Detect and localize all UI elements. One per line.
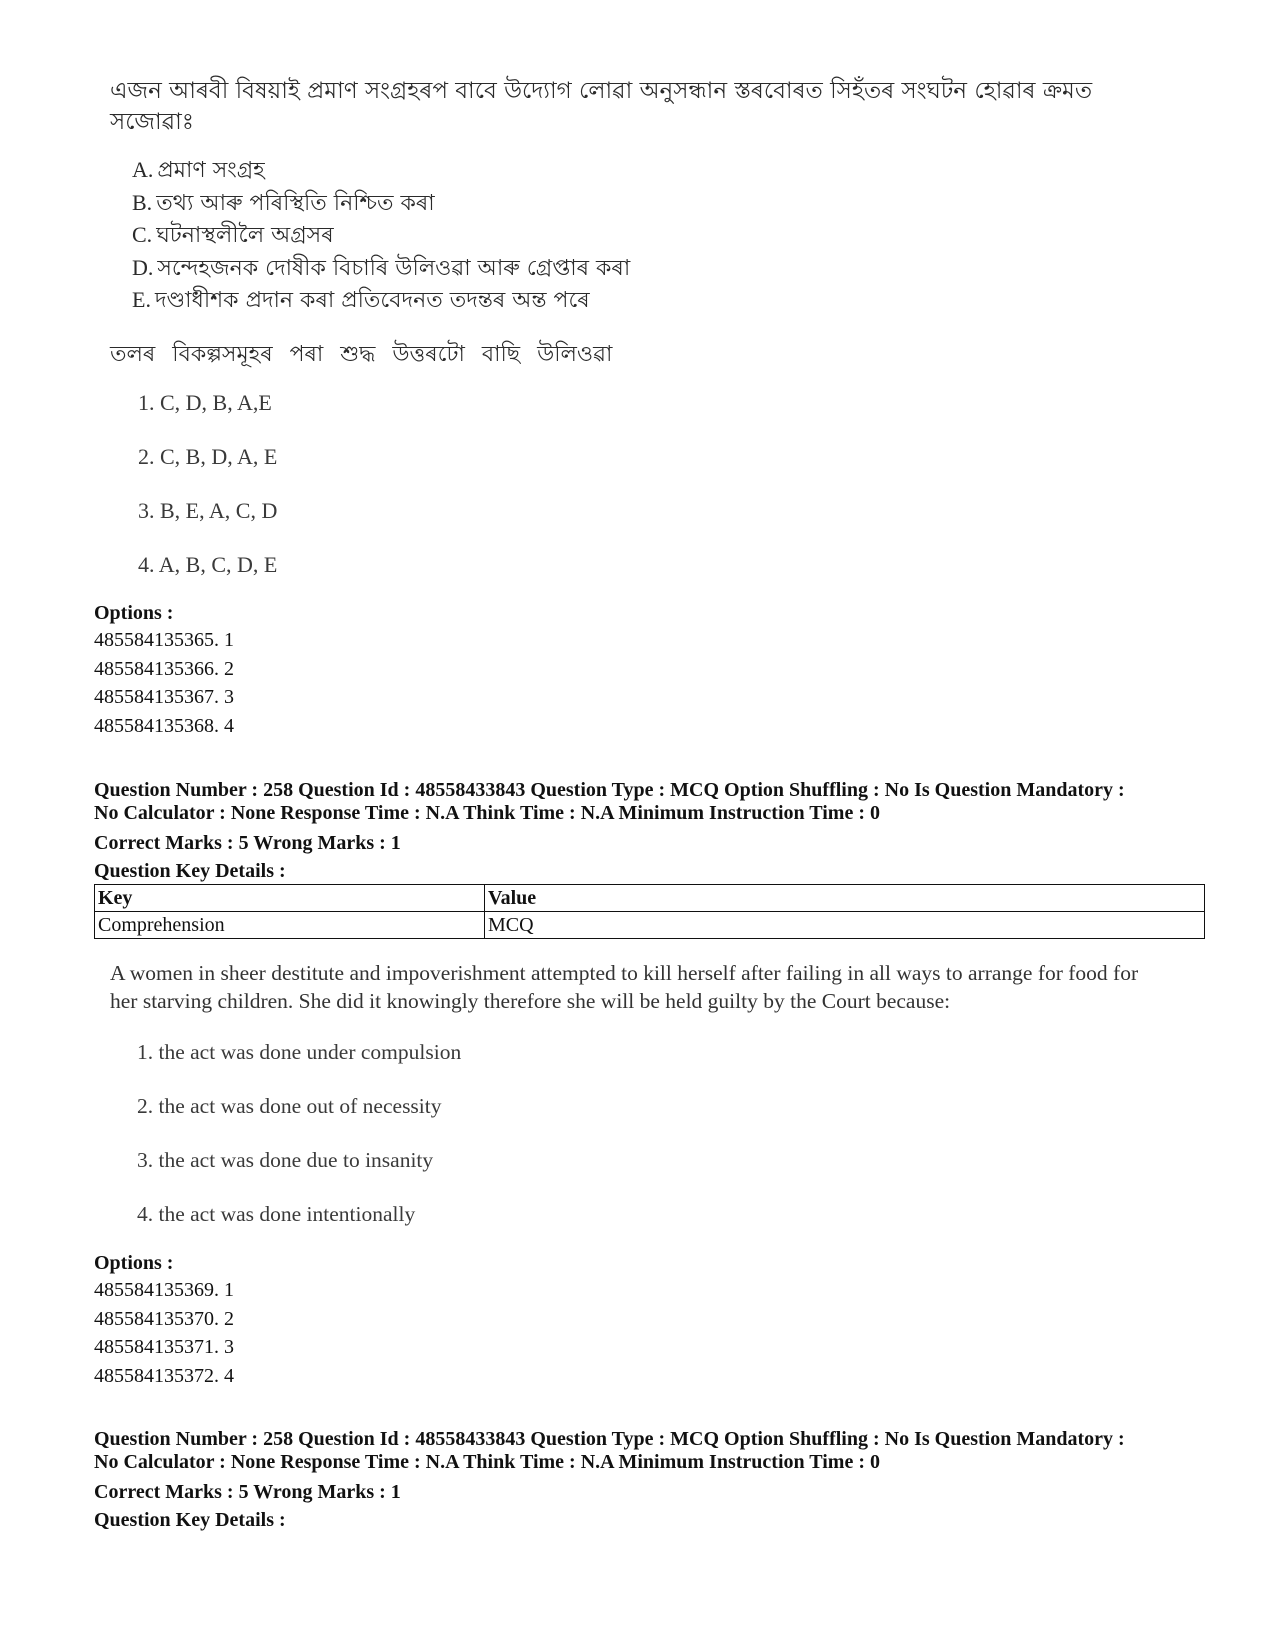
- question-meta: [94, 1428, 1204, 1534]
- answer-choice: 1. C, D, B, A,E: [138, 389, 272, 415]
- statement-item: A. প্ৰমাণ সংগ্ৰহ: [132, 157, 265, 183]
- statement-item: C. ঘটনাস্থলীলৈ অগ্ৰসৰ: [132, 222, 334, 248]
- table-header: Key: [95, 885, 485, 912]
- table-cell: Comprehension: [95, 912, 485, 939]
- statement-item: E. দণ্ডাধীশক প্ৰদান কৰা প্ৰতিবেদনত তদন্তৰ অন্ত পৰে: [132, 287, 590, 313]
- option-row: 485584135366. 2: [94, 657, 234, 680]
- options-title: Options :: [94, 1252, 174, 1274]
- statement-list: [132, 154, 1110, 317]
- option-row: 485584135368. 4: [94, 714, 234, 737]
- option-row: 485584135370. 2: [94, 1307, 234, 1330]
- question-stem: A women in sheer destitute and impoverishment attempted to kill herself after failing in all ways to arrange for food for her starving children. She did it knowingly therefore she will be held guilty by the Court because:: [110, 961, 1139, 1013]
- options-block: [94, 1250, 1204, 1390]
- statement-item: B. তথ্য আৰু পৰিস্থিতি নিশ্চিত কৰা: [132, 189, 435, 216]
- key-details-title: Question Key Details :: [94, 1509, 286, 1531]
- answer-choice: 4. A, B, C, D, E: [138, 551, 278, 577]
- option-row: 485584135367. 3: [94, 686, 234, 708]
- question-image-english: [110, 959, 1150, 1253]
- option-row: 485584135371. 3: [94, 1336, 234, 1358]
- table-header-row: [95, 885, 1205, 912]
- marks-line: Correct Marks : 5 Wrong Marks : 1: [94, 832, 401, 854]
- answer-choice: 2. the act was done out of necessity: [137, 1094, 442, 1118]
- table-row: [95, 912, 1205, 939]
- instruction-text: তলৰ বিকল্পসমূহৰ পৰা শুদ্ধ উত্তৰটো বাছি উলিওৱা: [110, 341, 613, 367]
- answer-choice-list: [138, 388, 1110, 604]
- option-row: 485584135365. 1: [94, 629, 234, 651]
- table-cell: MCQ: [485, 912, 1205, 939]
- key-details-title: Question Key Details :: [94, 860, 286, 882]
- answer-choice-list: [137, 1037, 1150, 1253]
- meta-line: Question Number : 258 Question Id : 48558433843 Question Type : MCQ Option Shuffling : No Is Question Mandatory :: [94, 1428, 1125, 1450]
- key-details-table: [94, 884, 1205, 939]
- marks-line: Correct Marks : 5 Wrong Marks : 1: [94, 1481, 401, 1503]
- option-row: 485584135369. 1: [94, 1279, 234, 1301]
- question-image-assamese: [110, 76, 1110, 604]
- answer-choice: 4. the act was done intentionally: [137, 1202, 416, 1226]
- meta-line: No Calculator : None Response Time : N.A Think Time : N.A Minimum Instruction Time : 0: [94, 1451, 880, 1473]
- question-stem: এজন আৰবী বিষয়াই প্ৰমাণ সংগ্ৰহৰপ বাবে উদ্যোগ লোৱা অনুসন্ধান স্তৰবোৰত সিহঁতৰ সংঘটন হোৱাৰ ক্ৰমত সজোৱাঃ: [110, 78, 1093, 135]
- option-row: 485584135372. 4: [94, 1364, 234, 1387]
- options-title: Options :: [94, 602, 174, 624]
- statement-item: D. সন্দেহজনক দোষীক বিচাৰি উলিওৱা আৰু গ্ৰেপ্তাৰ কৰা: [132, 254, 631, 281]
- answer-choice: 1. the act was done under compulsion: [137, 1040, 462, 1064]
- table-header: Value: [485, 885, 1205, 912]
- answer-choice: 3. B, E, A, C, D: [138, 497, 278, 523]
- answer-choice: 2. C, B, D, A, E: [138, 443, 278, 469]
- meta-line: No Calculator : None Response Time : N.A Think Time : N.A Minimum Instruction Time : 0: [94, 802, 880, 824]
- options-block: [94, 600, 1204, 740]
- meta-line: Question Number : 258 Question Id : 48558433843 Question Type : MCQ Option Shuffling : No Is Question Mandatory :: [94, 779, 1125, 801]
- answer-choice: 3. the act was done due to insanity: [137, 1148, 434, 1172]
- question-meta: [94, 779, 1204, 885]
